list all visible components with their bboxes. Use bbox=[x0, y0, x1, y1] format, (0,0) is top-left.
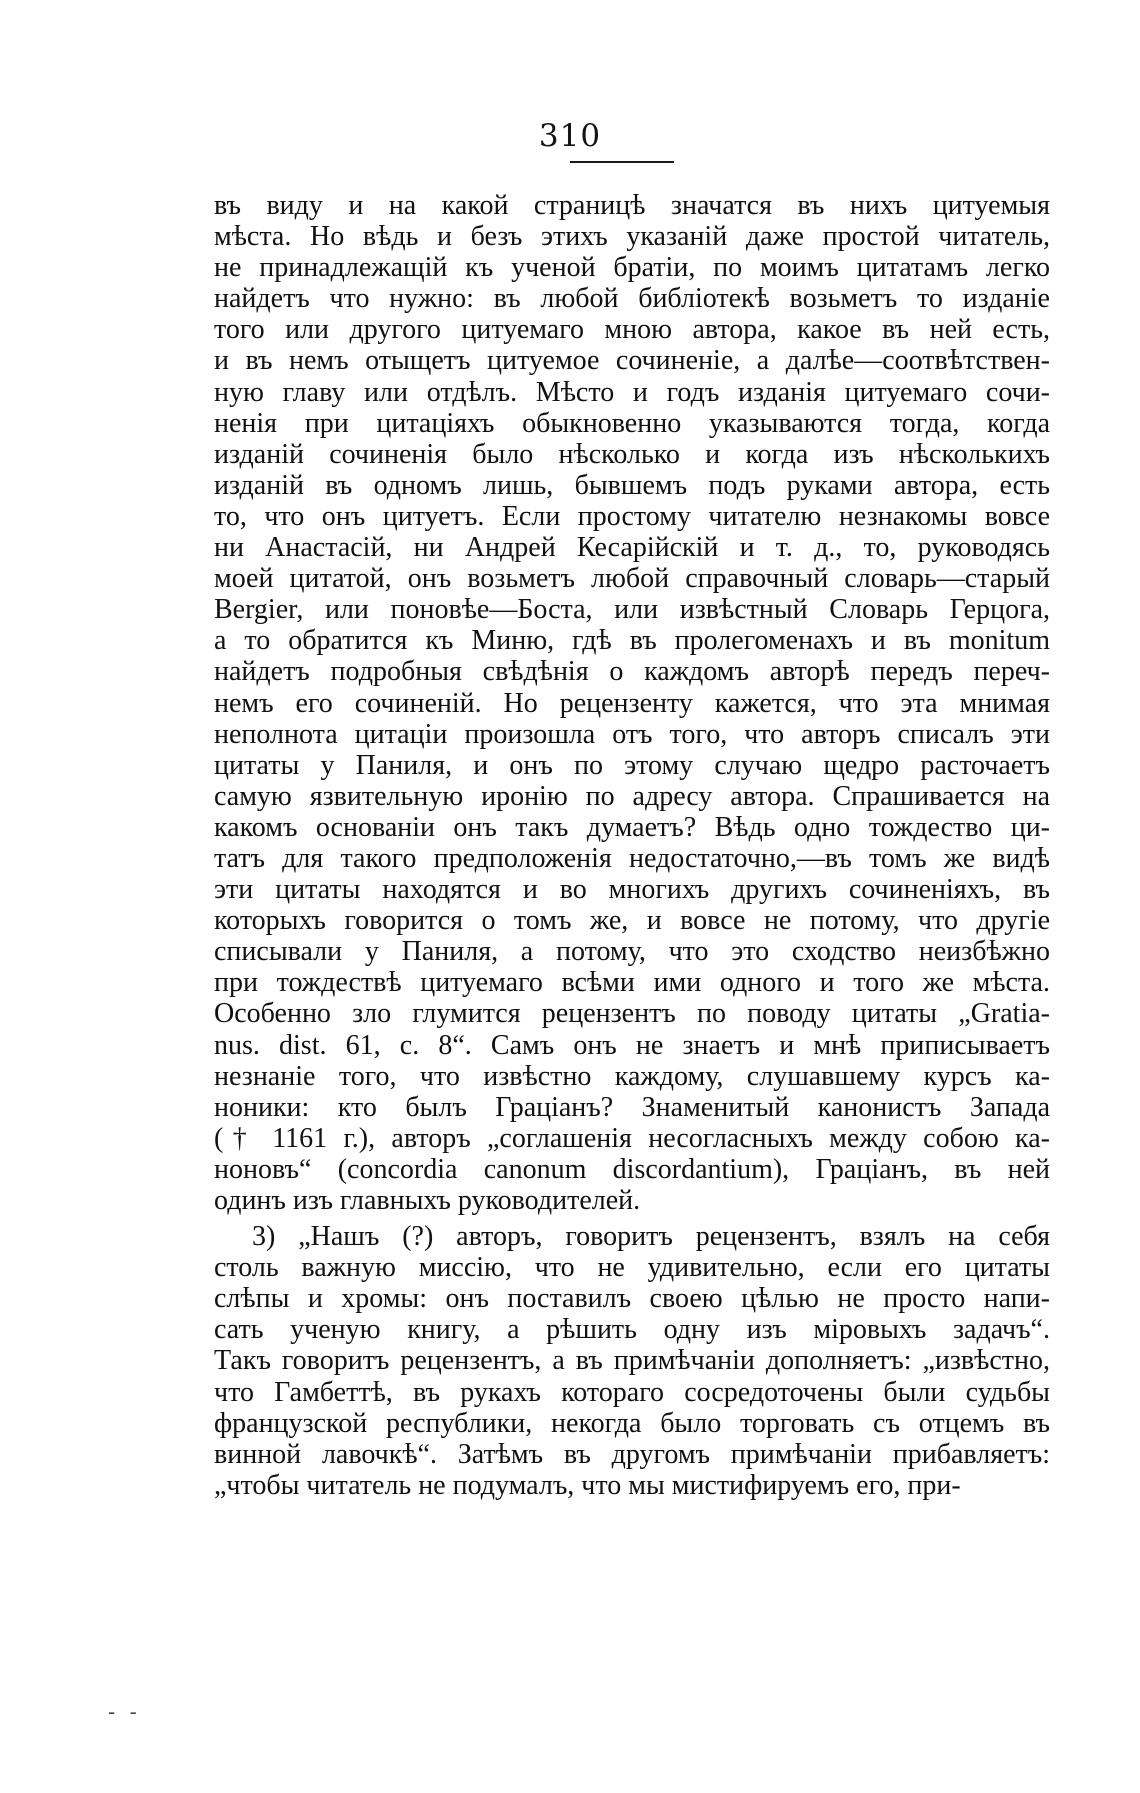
margin-mark: - - bbox=[108, 1700, 141, 1724]
text-line: не принадлежащій къ ученой братіи, по моимъ цитатамъ легко bbox=[214, 252, 1050, 284]
text-line: немъ его сочиненій. Но рецензенту кажется, что эта мнимая bbox=[214, 687, 1050, 719]
text-line: Особенно зло глумится рецензентъ по поводу цитаты „Gratia- bbox=[214, 998, 1050, 1030]
text-line: Bergier, или поновѣе—Боста, или извѣстный Словарь Герцога, bbox=[214, 594, 1050, 626]
text-line: моей цитатой, онъ возьметъ любой справочный словарь—старый bbox=[214, 563, 1050, 595]
text-line: ненія при цитаціяхъ обыкновенно указываются тогда, когда bbox=[214, 407, 1050, 439]
text-line: мѣста. Но вѣдь и безъ этихъ указаній даже простой читатель, bbox=[214, 221, 1050, 253]
text-line: Такъ говоритъ рецензентъ, а въ примѣчаніи дополняетъ: „извѣстно, bbox=[214, 1345, 1050, 1377]
text-line: что Гамбеттѣ, въ рукахъ котораго сосредоточены были судьбы bbox=[214, 1376, 1050, 1408]
text-line: и въ немъ отыщетъ цитуемое сочиненіе, а далѣе—соотвѣтствен- bbox=[214, 345, 1050, 377]
text-line: при тождествѣ цитуемаго всѣми ими одного и того же мѣста. bbox=[214, 967, 1050, 999]
text-line: найдетъ подробныя свѣдѣнія о каждомъ авторѣ передъ переч- bbox=[214, 656, 1050, 688]
text-line: ноники: кто былъ Граціанъ? Знаменитый канонистъ Запада bbox=[214, 1091, 1050, 1123]
text-line: ную главу или отдѣлъ. Мѣсто и годъ изданія цитуемаго сочи- bbox=[214, 376, 1050, 408]
text-line: „чтобы читатель не подумалъ, что мы мистифируемъ его, при- bbox=[214, 1469, 961, 1501]
text-line: († 1161 г.), авторъ „соглашенія несогласныхъ между собою ка- bbox=[214, 1122, 1050, 1154]
text-line: французской республики, некогда было торговать съ отцемъ въ bbox=[214, 1407, 1050, 1439]
text-line: винной лавочкѣ“. Затѣмъ въ другомъ примѣчаніи прибавляетъ: bbox=[214, 1438, 1050, 1470]
paragraph-1 bbox=[214, 190, 1050, 1216]
text-line: цитаты у Паниля, и онъ по этому случаю щедро расточаетъ bbox=[214, 749, 1050, 781]
text-line: слѣпы и хромы: онъ поставилъ своею цѣлью не просто напи- bbox=[214, 1283, 1050, 1315]
text-line: списывали у Паниля, а потому, что это сходство неизбѣжно bbox=[214, 936, 1050, 968]
text-line: найдетъ что нужно: въ любой библіотекѣ возьметъ то изданіе bbox=[214, 283, 1050, 315]
text-line: а то обратится къ Миню, гдѣ въ пролегоменахъ и въ monitum bbox=[214, 625, 1050, 657]
text-line: 3) „Нашъ (?) авторъ, говоритъ рецензентъ, взялъ на себя bbox=[252, 1221, 1050, 1253]
text-line: самую язвительную иронію по адресу автора. Спрашивается на bbox=[214, 780, 1050, 812]
text-line: неполнота цитаціи произошла отъ того, что авторъ списалъ эти bbox=[214, 718, 1050, 750]
text-line: незнаніе того, что извѣстно каждому, слушавшему курсъ ка- bbox=[214, 1060, 1050, 1092]
text-line: сать ученую книгу, а рѣшить одну изъ міровыхъ задачъ“. bbox=[214, 1314, 1050, 1346]
page-number-rule bbox=[570, 161, 674, 163]
text-line: въ виду и на какой страницѣ значатся въ нихъ цитуемыя bbox=[214, 190, 1050, 221]
text-line: изданій сочиненія было нѣсколько и когда изъ нѣсколькихъ bbox=[214, 438, 1050, 470]
text-line: ноновъ“ (concordia canonum discordantium), Граціанъ, въ ней bbox=[214, 1153, 1050, 1185]
text-line: какомъ основаніи онъ такъ думаетъ? Вѣдь одно тождество ци- bbox=[214, 811, 1050, 843]
text-line: ни Анастасій, ни Андрей Кесарійскій и т. д., то, руководясь bbox=[214, 532, 1050, 564]
text-line: одинъ изъ главныхъ руководителей. bbox=[214, 1185, 641, 1216]
page-number: 310 bbox=[538, 118, 602, 154]
text-line: то, что онъ цитуетъ. Если простому читателю незнакомы вовсе bbox=[214, 500, 1050, 532]
paragraph-2 bbox=[214, 1221, 1050, 1501]
text-line: изданій въ одномъ лишь, бывшемъ подъ руками автора, есть bbox=[214, 469, 1050, 501]
text-line: татъ для такого предположенія недостаточно,—въ томъ же видѣ bbox=[214, 842, 1050, 874]
text-line: столь важную миссію, что не удивительно, если его цитаты bbox=[214, 1252, 1050, 1284]
text-line: того или другого цитуемаго мною автора, какое въ ней есть, bbox=[214, 314, 1050, 346]
text-line: эти цитаты находятся и во многихъ другихъ сочиненіяхъ, въ bbox=[214, 874, 1050, 906]
body-text bbox=[214, 190, 1050, 1501]
text-line: nus. dist. 61, c. 8“. Самъ онъ не знаетъ и мнѣ приписываетъ bbox=[214, 1029, 1050, 1061]
text-line: которыхъ говорится о томъ же, и вовсе не потому, что другіе bbox=[214, 905, 1050, 937]
